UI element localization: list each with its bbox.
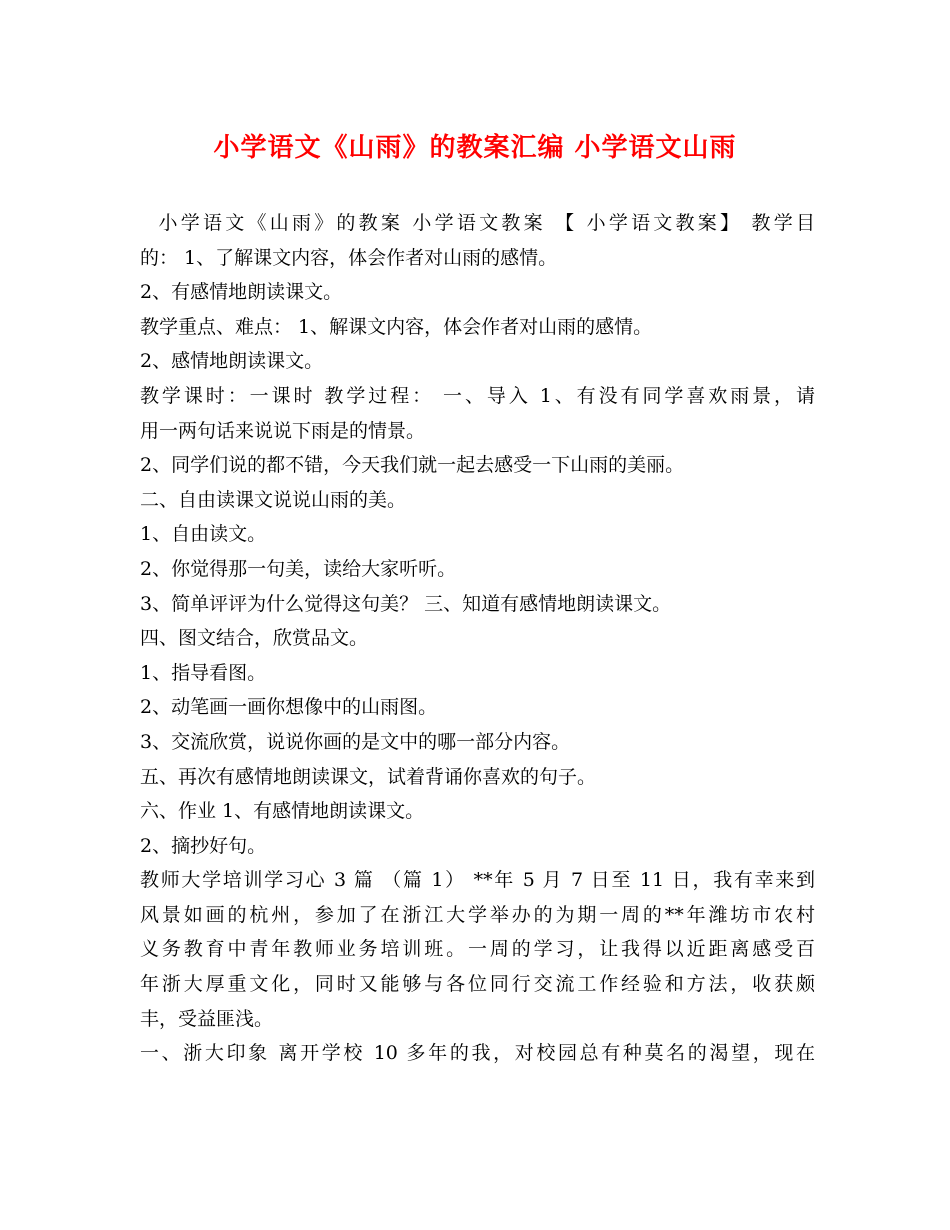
body-line: 3、交流欣赏，说说你画的是文中的哪一部分内容。 [140, 730, 571, 753]
body-line: 小学语文《山雨》的教案 小学语文教案 【 小学语文教案】 教学目 [140, 212, 815, 234]
body-line: 2、动笔画一画你想像中的山雨图。 [140, 696, 438, 719]
body-line: 2、摘抄好句。 [140, 834, 267, 857]
body-line: 年浙大厚重文化，同时又能够与各位同行交流工作经验和方法，收获颇 [140, 973, 815, 996]
body-line: 2、有感情地朗读课文。 [140, 281, 343, 304]
document-title: 小学语文《山雨》的教案汇编 小学语文山雨 [213, 133, 737, 163]
body-line: 2、你觉得那一句美，读给大家听听。 [140, 557, 457, 580]
body-line: 一、浙大印象 离开学校 10 多年的我，对校园总有种莫名的渴望，现在 [140, 1042, 815, 1065]
body-line: 1、自由读文。 [140, 523, 267, 546]
body-line: 教学重点、难点： 1、解课文内容，体会作者对山雨的感情。 [140, 315, 653, 338]
document-body [140, 206, 815, 1071]
body-line: 用一两句话来说说下雨是的情景。 [140, 419, 426, 442]
body-line: 二、自由读课文说说山雨的美。 [140, 488, 407, 511]
body-line: 1、指导看图。 [140, 661, 267, 684]
body-line: 五、再次有感情地朗读课文，试着背诵你喜欢的句子。 [140, 765, 597, 788]
body-line: 2、感情地朗读课文。 [140, 350, 324, 373]
body-line: 四、图文结合，欣赏品文。 [140, 627, 369, 650]
body-line: 的： 1、了解课文内容，体会作者对山雨的感情。 [140, 246, 558, 269]
body-line: 丰，受益匪浅。 [140, 1007, 274, 1030]
body-line: 六、作业 1、有感情地朗读课文。 [140, 800, 425, 823]
body-line: 3、简单评评为什么觉得这句美？ 三、知道有感情地朗读课文。 [140, 592, 672, 615]
body-line: 教师大学培训学习心 3 篇 （篇 1） **年 5 月 7 日至 11 日，我有幸来到 [140, 869, 815, 892]
body-line: 教学课时：一课时 教学过程： 一、导入 1、有没有同学喜欢雨景，请 [140, 384, 815, 407]
body-line: 义务教育中青年教师业务培训班。一周的学习，让我得以近距离感受百 [140, 938, 815, 961]
body-line: 风景如画的杭州，参加了在浙江大学举办的为期一周的**年潍坊市农村 [140, 903, 815, 926]
body-line: 2、同学们说的都不错，今天我们就一起去感受一下山雨的美丽。 [140, 454, 685, 477]
